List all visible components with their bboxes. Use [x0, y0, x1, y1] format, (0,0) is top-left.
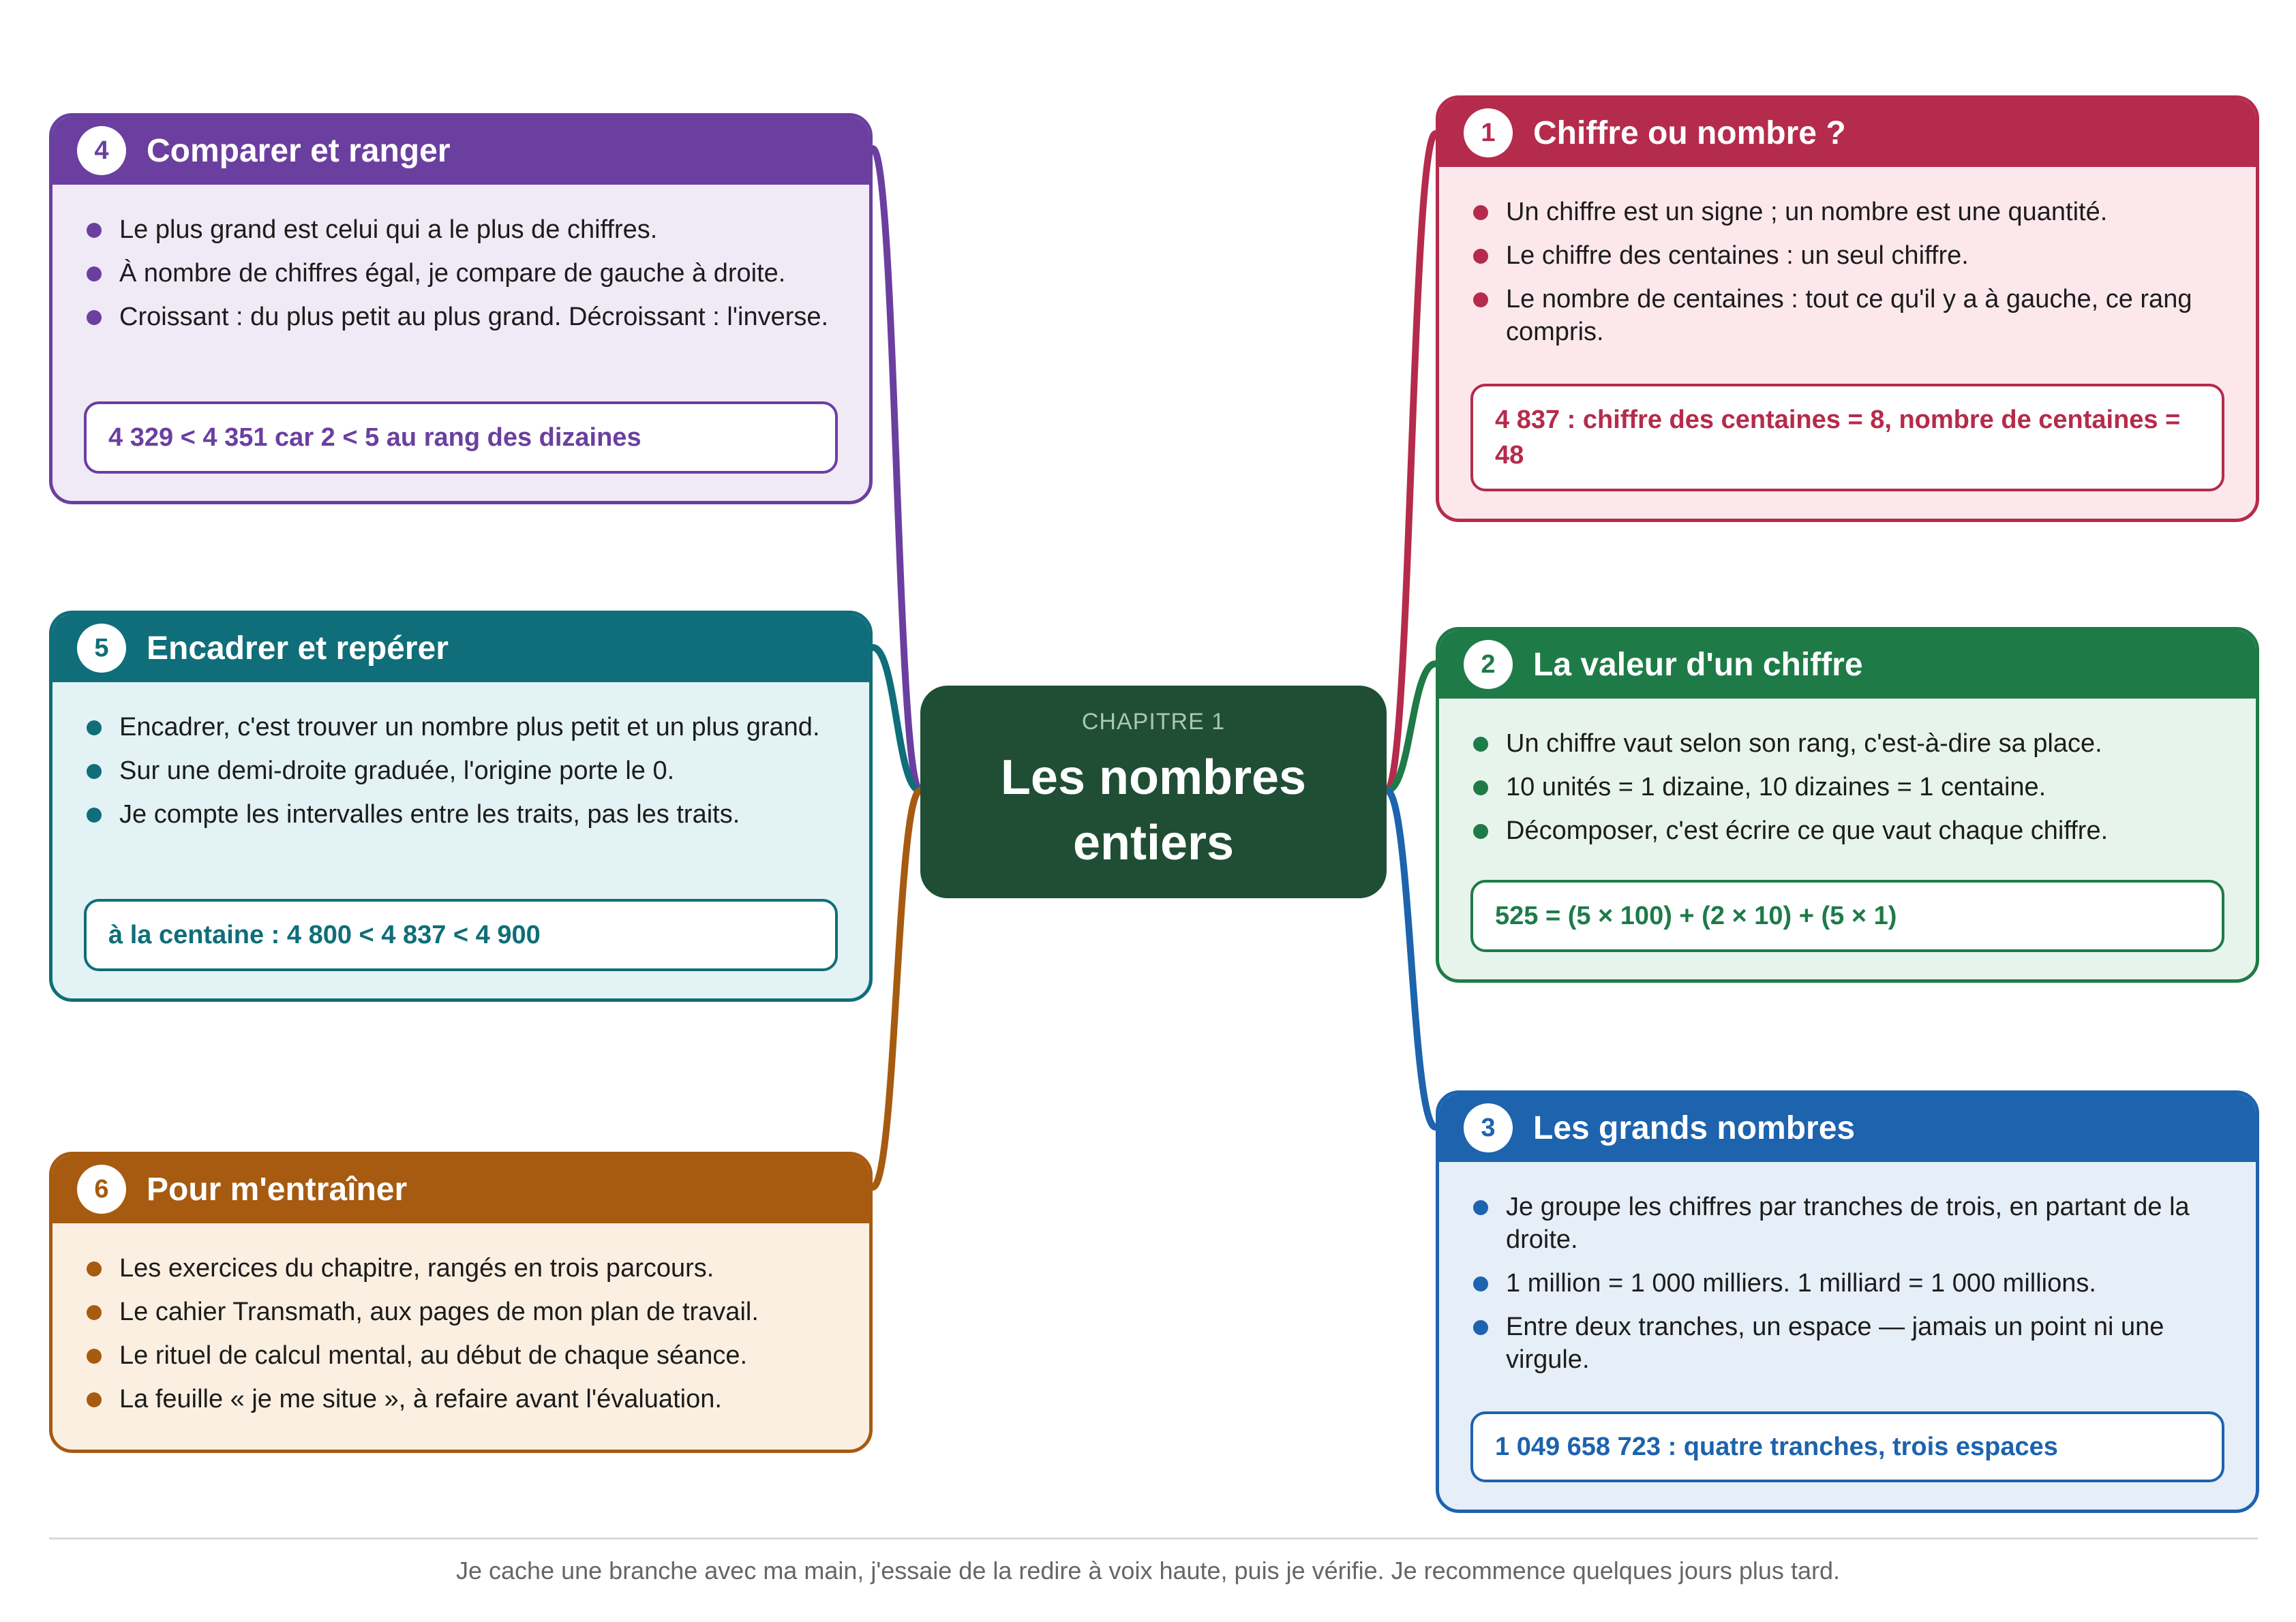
bullet-item: Sur une demi-droite graduée, l'origine porte le 0. [84, 754, 838, 787]
branch-title: Chiffre ou nombre ? [1533, 114, 1846, 151]
branch-header [52, 117, 869, 185]
branch-header [52, 614, 869, 682]
bullet-list [84, 1252, 838, 1416]
connector-b1 [1387, 134, 1436, 791]
bullet-item: Les exercices du chapitre, rangés en trois parcours. [84, 1252, 838, 1285]
example-box: 525 = (5 × 100) + (2 × 10) + (5 × 1) [1470, 880, 2224, 952]
example-box: 4 329 < 4 351 car 2 < 5 au rang des dizaines [84, 401, 838, 474]
branch-header [1439, 1094, 2256, 1162]
bullet-item: Décomposer, c'est écrire ce que vaut chaque chiffre. [1470, 814, 2224, 847]
footer-note: Je cache une branche avec ma main, j'essaie de la redire à voix haute, puis je vérifie. Je recommence quelques jours plus tard. [456, 1557, 1840, 1585]
bullet-item: Le nombre de centaines : tout ce qu'il y a à gauche, ce rang compris. [1470, 283, 2224, 348]
branch-number-badge: 2 [1464, 640, 1513, 689]
branch-title: Pour m'entraîner [147, 1171, 408, 1208]
branch-title: Encadrer et repérer [147, 630, 449, 667]
branch-card-entrainer [49, 1152, 873, 1453]
bullet-item: Le cahier Transmath, aux pages de mon plan de travail. [84, 1296, 838, 1328]
branch-title: La valeur d'un chiffre [1533, 646, 1863, 683]
connector-b3 [1387, 791, 1436, 1127]
footer-divider [49, 1537, 2258, 1540]
bullet-item: Le plus grand est celui qui a le plus de chiffres. [84, 213, 838, 246]
example-box: à la centaine : 4 800 < 4 837 < 4 900 [84, 899, 838, 971]
bullet-item: Un chiffre est un signe ; un nombre est une quantité. [1470, 196, 2224, 228]
connector-b6 [873, 791, 920, 1187]
bullet-item: 10 unités = 1 dizaine, 10 dizaines = 1 centaine. [1470, 771, 2224, 804]
branch-card-encadrer [49, 611, 873, 1002]
bullet-item: Croissant : du plus petit au plus grand. Décroissant : l'inverse. [84, 301, 838, 333]
branch-header [1439, 99, 2256, 167]
bullet-item: La feuille « je me situe », à refaire avant l'évaluation. [84, 1383, 838, 1416]
bullet-item: Le chiffre des centaines : un seul chiffre. [1470, 239, 2224, 272]
connector-b4 [873, 149, 920, 791]
central-topic [920, 686, 1387, 898]
bullet-list [84, 711, 838, 831]
bullet-item: Encadrer, c'est trouver un nombre plus petit et un plus grand. [84, 711, 838, 744]
branch-title: Les grands nombres [1533, 1110, 1856, 1146]
chapter-title: Les nombres entiers [1000, 750, 1307, 870]
bullet-item: Le rituel de calcul mental, au début de chaque séance. [84, 1339, 838, 1372]
bullet-item: Un chiffre vaut selon son rang, c'est-à-dire sa place. [1470, 727, 2224, 760]
example-box: 1 049 658 723 : quatre tranches, trois espaces [1470, 1411, 2224, 1482]
branch-number-badge: 5 [77, 624, 126, 673]
bullet-list [1470, 1191, 2224, 1376]
branch-number-badge: 6 [77, 1165, 126, 1214]
branch-number-badge: 4 [77, 126, 126, 175]
bullet-list [84, 213, 838, 333]
branch-card-grands-nombres [1436, 1090, 2259, 1513]
branch-number-badge: 1 [1464, 108, 1513, 157]
branch-title: Comparer et ranger [147, 132, 451, 169]
chapter-kicker: CHAPITRE 1 [1081, 708, 1226, 735]
example-box: 4 837 : chiffre des centaines = 8, nombre de centaines = 48 [1470, 384, 2224, 491]
branch-card-valeur-chiffre [1436, 627, 2259, 983]
branch-header [52, 1155, 869, 1223]
bullet-item: Entre deux tranches, un espace — jamais un point ni une virgule. [1470, 1311, 2224, 1376]
bullet-item: 1 million = 1 000 milliers. 1 milliard = 1 000 millions. [1470, 1267, 2224, 1300]
bullet-list [1470, 196, 2224, 348]
bullet-item: Je compte les intervalles entre les traits, pas les traits. [84, 798, 838, 831]
bullet-list [1470, 727, 2224, 847]
branch-card-comparer [49, 113, 873, 504]
branch-header [1439, 630, 2256, 699]
branch-card-chiffre-nombre [1436, 95, 2259, 522]
branch-number-badge: 3 [1464, 1103, 1513, 1152]
bullet-item: À nombre de chiffres égal, je compare de gauche à droite. [84, 257, 838, 290]
bullet-item: Je groupe les chiffres par tranches de trois, en partant de la droite. [1470, 1191, 2224, 1256]
